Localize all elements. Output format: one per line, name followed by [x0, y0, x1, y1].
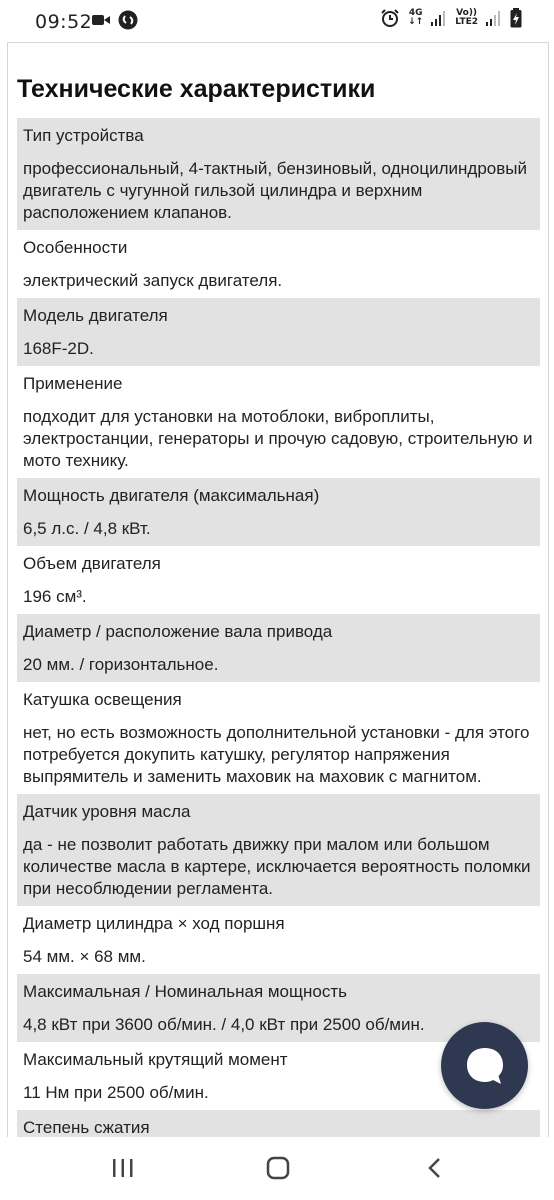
spec-label: Мощность двигателя (максимальная) [23, 486, 320, 505]
battery-charging-icon [510, 8, 522, 28]
spec-value: да - не позволит работать движку при малом или большом количестве масла в картере, исключается вероятность поломки при несоблюдении регламента. [23, 835, 531, 898]
signal-bars-icon-2 [486, 10, 502, 26]
signal-bars-icon [431, 10, 447, 26]
spec-value: 6,5 л.с. / 4,8 кВт. [23, 519, 151, 538]
spec-row [17, 546, 540, 614]
alarm-icon [380, 8, 400, 28]
status-time: 09:52 [35, 11, 93, 33]
home-button[interactable] [258, 1151, 298, 1185]
spec-label: Диаметр / расположение вала привода [23, 622, 333, 641]
spec-row [17, 230, 540, 298]
network-4g: 4G ↓↑ [408, 8, 424, 27]
chat-bubble-icon [463, 1044, 507, 1088]
spec-label: Диаметр цилиндра × ход поршня [23, 914, 285, 933]
spec-row [17, 614, 540, 682]
spec-row [17, 478, 540, 546]
recent-apps-button[interactable] [103, 1151, 143, 1185]
spec-label: Особенности [23, 238, 128, 257]
status-left-icons [92, 10, 138, 30]
back-icon [426, 1157, 442, 1179]
spec-value: нет, но есть возможность дополнительной установки - для этого потребуется докупить катушку, регулятор напряжения выпрямитель и заменить маховик на маховик с магнитом. [23, 723, 530, 786]
page-content[interactable] [7, 42, 549, 1138]
spec-row [17, 118, 540, 230]
shazam-icon [118, 10, 138, 30]
spec-label: Степень сжатия [23, 1118, 150, 1137]
spec-label: Объем двигателя [23, 554, 161, 573]
spec-label: Модель двигателя [23, 306, 168, 325]
spec-row [17, 682, 540, 794]
spec-value: 4,8 кВт при 3600 об/мин. / 4,0 кВт при 2500 об/мин. [23, 1015, 425, 1034]
video-camera-icon [92, 13, 110, 27]
page-title: Технические характеристики [17, 75, 376, 103]
back-button[interactable] [414, 1151, 454, 1185]
spec-label: Применение [23, 374, 123, 393]
spec-label: Датчик уровня масла [23, 802, 191, 821]
spec-row [17, 298, 540, 366]
spec-value: профессиональный, 4-тактный, бензиновый, одноцилиндровый двигатель с чугунной гильзой цилиндра и верхним расположением клапанов. [23, 159, 527, 222]
spec-value: 20 мм. / горизонтальное. [23, 655, 219, 674]
spec-label: Максимальный крутящий момент [23, 1050, 288, 1069]
recent-apps-icon [112, 1158, 134, 1178]
spec-value: 54 мм. × 68 мм. [23, 947, 146, 966]
spec-row [17, 366, 540, 478]
spec-label: Максимальная / Номинальная мощность [23, 982, 347, 1001]
spec-row [17, 1110, 540, 1138]
network-volte: Vo)) LTE2 [455, 8, 478, 27]
status-bar [0, 0, 554, 42]
spec-value: 168F-2D. [23, 339, 94, 358]
spec-row [17, 794, 540, 906]
spec-value: электрический запуск двигателя. [23, 271, 283, 290]
status-right-icons [380, 8, 522, 28]
spec-label: Тип устройства [23, 126, 144, 145]
chat-button[interactable] [441, 1022, 528, 1109]
spec-label: Катушка освещения [23, 690, 182, 709]
spec-value: 11 Нм при 2500 об/мин. [23, 1083, 209, 1102]
spec-value: 196 см³. [23, 587, 87, 606]
navigation-bar [0, 1137, 554, 1200]
spec-row [17, 906, 540, 974]
specs-table [17, 118, 540, 1138]
spec-value: подходит для установки на мотоблоки, виброплиты, электростанции, генераторы и прочую садовую, строительную и мото технику. [23, 407, 533, 470]
home-icon [266, 1156, 290, 1180]
